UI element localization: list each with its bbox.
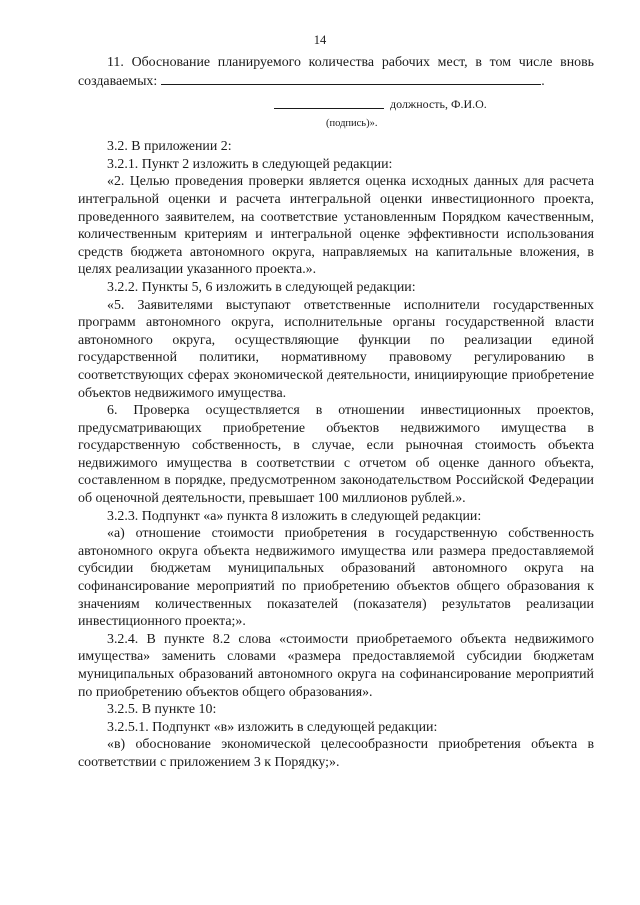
paragraph: 3.2.2. Пункты 5, 6 изложить в следующей редакции: bbox=[107, 279, 416, 295]
paragraph: 3.2. В приложении 2: bbox=[107, 139, 232, 155]
paragraph: «а) отношение стоимости приобретения в государственную собственность автономного округа объекта недвижимого имущества или размера предоставляемой субсидии бюджетам муниципальных образований автономного округа на софинансирование мероприятий по приобретению объектов общего образования к значениям количественных показателей (показателя) результатов реализации инвестиционного проекта;». bbox=[78, 526, 594, 630]
paragraph: 3.2.3. Подпункт «а» пункта 8 изложить в следующей редакции: bbox=[107, 508, 482, 524]
signature-line bbox=[274, 108, 384, 109]
fill-in-line bbox=[161, 72, 541, 85]
signature-sub-label: (подпись)». bbox=[326, 118, 378, 130]
document-body bbox=[78, 54, 594, 772]
signature-position-label: должность, Ф.И.О. bbox=[390, 97, 487, 112]
paragraph: 3.2.5. В пункте 10: bbox=[107, 702, 217, 718]
signature-block bbox=[78, 96, 594, 132]
paragraph: «в) обоснование экономической целесообразности приобретения объекта в соответствии с приложением 3 к Порядку;». bbox=[78, 737, 594, 770]
paragraph: 6. Проверка осуществляется в отношении инвестиционных проектов, предусматривающих приобретение объектов недвижимого имущества в государственную собственность, в случае, если рыночная стоимость объекта недвижимого имущества в соответствии с отчетом об оценке данного объекта, составленном в порядке, предусмотренном законодательством Российской Федерации об оценочной деятельности, превышает 100 миллионов рублей.». bbox=[78, 403, 594, 507]
page-number: 14 bbox=[313, 33, 327, 47]
item-11-end: . bbox=[541, 73, 545, 89]
item-11-text: 11. Обоснование планируемого количества рабочих мест, в том числе вновь создаваемых: bbox=[78, 55, 594, 89]
paragraph: 3.2.1. Пункт 2 изложить в следующей редакции: bbox=[107, 156, 393, 172]
paragraph: «2. Целью проведения проверки является оценка исходных данных для расчета интегральной оценки и расчета интегральной оценки инвестиционного проекта, проведенного заявителем, на соответствие установленным Порядком качественным, количественным критериям и интегральной оценке эффективности использования средств бюджета автономного округа, направляемых на капитальные вложения, в целях реализации указанного проекта.». bbox=[78, 174, 594, 278]
paragraph: 3.2.4. В пункте 8.2 слова «стоимости приобретаемого объекта недвижимого имущества» заменить словами «размера предоставляемой субсидии бюджетам муниципальных образований автономного округа на софинансирование мероприятий по приобретению объектов общего образования». bbox=[78, 631, 594, 700]
item-11-paragraph bbox=[78, 54, 594, 90]
paragraph: 3.2.5.1. Подпункт «в» изложить в следующей редакции: bbox=[107, 719, 438, 735]
paragraph: «5. Заявителями выступают ответственные исполнители государственных программ автономного округа, исполнительные органы государственной власти автономного округа, осуществляющие функции по реализации единой государственной политики, нормативному правовому регулированию в соответствующих сферах экономической деятельности, инициирующие приобретение объектов недвижимого имущества. bbox=[78, 297, 594, 401]
